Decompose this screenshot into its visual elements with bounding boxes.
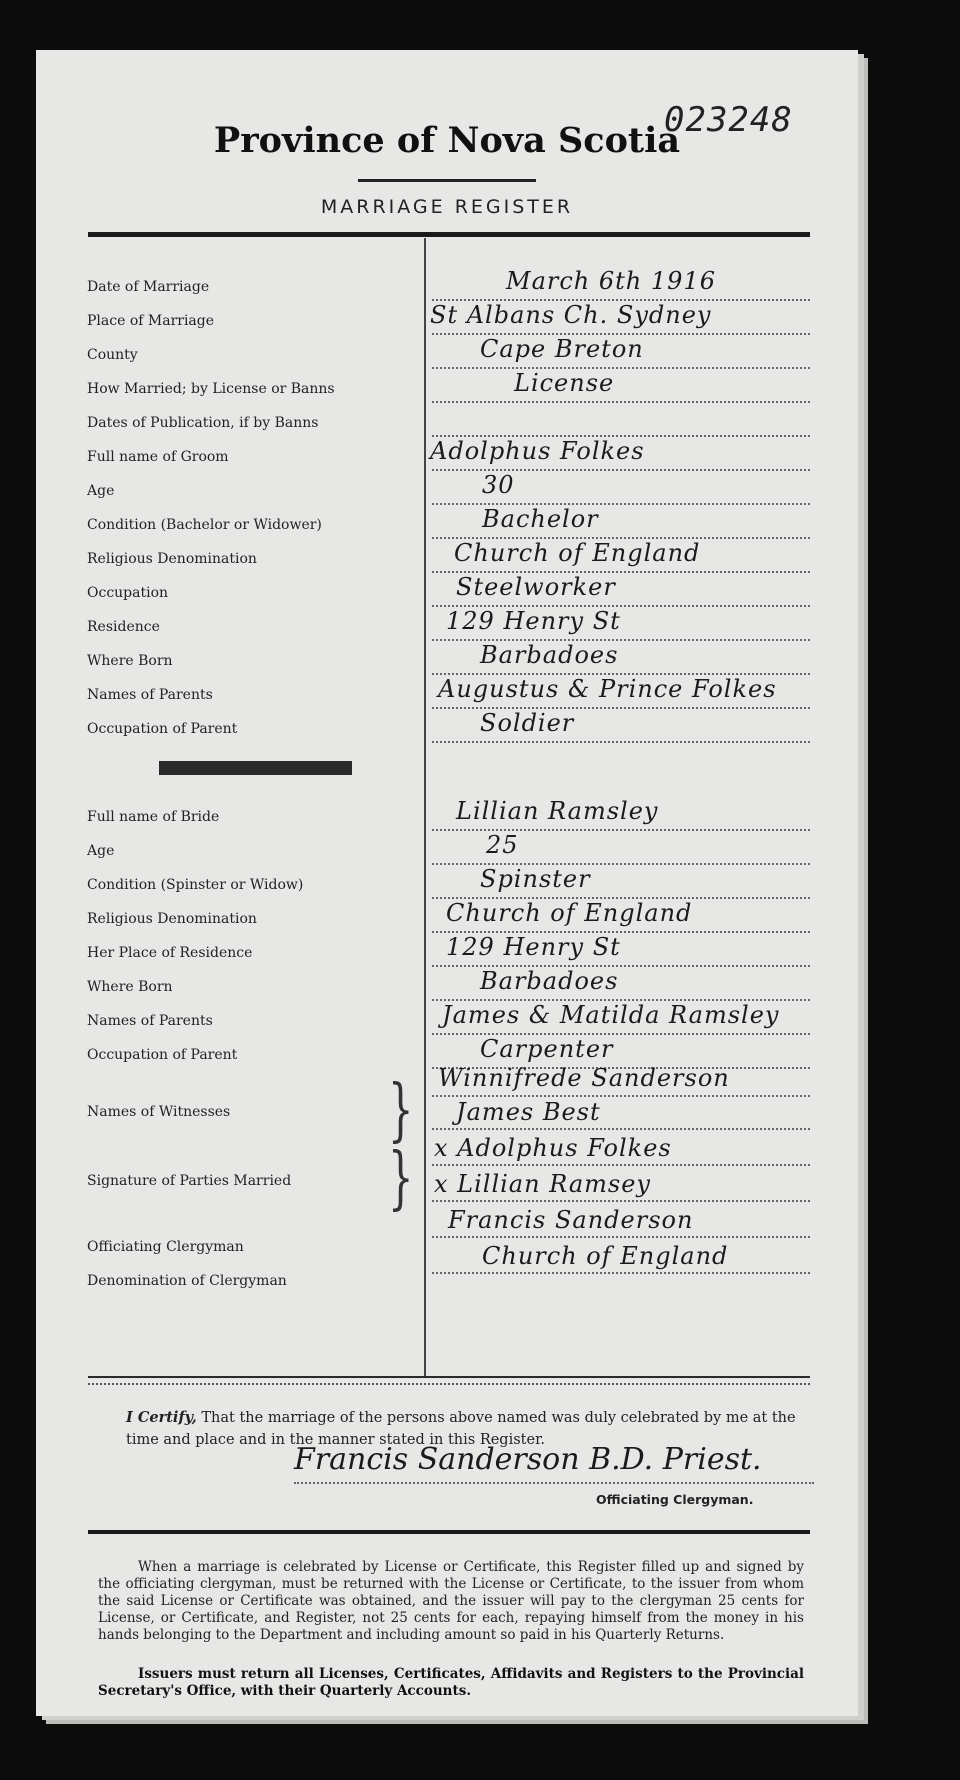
field-label: Occupation: [87, 585, 417, 601]
field-value: Carpenter: [480, 1035, 614, 1063]
field-label: Place of Marriage: [87, 313, 417, 329]
field-value: James & Matilda Ramsley: [442, 1001, 780, 1029]
field-value: Church of England: [446, 899, 693, 927]
clergy-line-2: [432, 1272, 810, 1274]
field-label: Religious Denomination: [87, 911, 417, 927]
register-form: [36, 50, 858, 1716]
field-value: Soldier: [480, 709, 575, 737]
field-value: Bachelor: [482, 505, 599, 533]
field-value: Adolphus Folkes: [430, 437, 645, 465]
officiating-clergyman-value: Francis Sanderson: [448, 1206, 694, 1234]
field-label: Condition (Spinster or Widow): [87, 877, 417, 893]
field-value: License: [514, 369, 615, 397]
field-value-line: [432, 401, 810, 403]
witnesses-label: Names of Witnesses: [87, 1104, 417, 1120]
certify-text: That the marriage of the persons above named was duly celebrated by me at the time and place and in the manner stated in this Register.: [126, 1410, 796, 1448]
title-underline: [358, 179, 536, 182]
field-label: Date of Marriage: [87, 279, 417, 295]
province-title: Province of Nova Scotia: [213, 120, 681, 161]
signatures-brace: }: [388, 1140, 414, 1219]
field-value-line: [432, 741, 810, 743]
signature-line-2: [432, 1200, 810, 1202]
witness-2: James Best: [456, 1098, 601, 1126]
header-rule: [88, 232, 810, 237]
certify-rule-top: [88, 1376, 810, 1378]
field-value: Church of England: [454, 539, 701, 567]
register-title: MARRIAGE REGISTER: [320, 196, 574, 218]
certify-rule-dotted: [88, 1383, 810, 1385]
signature-caption: Officiating Clergyman.: [596, 1492, 754, 1507]
field-label: Full name of Bride: [87, 809, 417, 825]
field-label: Occupation of Parent: [87, 1047, 417, 1063]
field-value: 25: [486, 831, 519, 859]
field-value-line: [432, 367, 810, 369]
column-divider: [424, 238, 426, 1376]
field-value: Augustus & Prince Folkes: [438, 675, 777, 703]
field-label: Age: [87, 843, 417, 859]
clergy-denomination-value: Church of England: [482, 1242, 729, 1270]
field-label: Occupation of Parent: [87, 721, 417, 737]
signature-dotted-line: [294, 1482, 814, 1484]
field-value: 30: [482, 471, 515, 499]
field-label: Religious Denomination: [87, 551, 417, 567]
clergy-denomination-label: Denomination of Clergyman: [87, 1273, 417, 1289]
field-label: Her Place of Residence: [87, 945, 417, 961]
witness-line-1: [432, 1095, 810, 1097]
field-value: St Albans Ch. Sydney: [430, 301, 712, 329]
signature-line-1: [432, 1164, 810, 1166]
issuers-notice: Issuers must return all Licenses, Certificates, Affidavits and Registers to the Provincial Secretary's Office, with their Quarterly Accounts.: [98, 1666, 804, 1699]
witnesses-brace: }: [388, 1072, 414, 1151]
clergy-signature: Francis Sanderson B.D. Priest.: [294, 1442, 762, 1477]
groom-bride-separator: [159, 761, 352, 775]
signature-groom: x Adolphus Folkes: [434, 1134, 672, 1162]
field-label: Age: [87, 483, 417, 499]
officiating-clergyman-label: Officiating Clergyman: [87, 1239, 417, 1255]
field-value: Cape Breton: [480, 335, 644, 363]
signatures-label: Signature of Parties Married: [87, 1173, 417, 1189]
clergy-line-1: [432, 1236, 810, 1238]
field-label: Names of Parents: [87, 1013, 417, 1029]
field-value: Spinster: [480, 865, 591, 893]
witness-line-2: [432, 1128, 810, 1130]
field-value: Barbadoes: [480, 967, 619, 995]
field-label: Dates of Publication, if by Banns: [87, 415, 417, 431]
certify-lead: I Certify,: [126, 1409, 197, 1426]
footer-rule: [88, 1530, 810, 1534]
field-value: Steelworker: [456, 573, 616, 601]
field-value: March 6th 1916: [506, 267, 716, 295]
field-label: County: [87, 347, 417, 363]
document-number: 023248: [664, 100, 793, 140]
field-value: Barbadoes: [480, 641, 619, 669]
field-label: Where Born: [87, 979, 417, 995]
field-value: 129 Henry St: [446, 607, 621, 635]
witness-1: Winnifrede Sanderson: [438, 1064, 730, 1092]
field-label: Condition (Bachelor or Widower): [87, 517, 417, 533]
field-label: Residence: [87, 619, 417, 635]
instructions-notice: When a marriage is celebrated by License or Certificate, this Register filled up and signed by the officiating clergyman, must be returned with the License or Certificate, to the issuer from whom the said License or Certificate was obtained, and the issuer will pay to the clergyman 25 cents for License, or Certificate, and Register, not 25 cents for each, repaying himself from the money in his hands belonging to the Department and including amount so paid in his Quarterly Returns.: [98, 1559, 804, 1643]
field-label: How Married; by License or Banns: [87, 381, 417, 397]
field-value: Lillian Ramsley: [456, 797, 659, 825]
field-label: Names of Parents: [87, 687, 417, 703]
field-label: Full name of Groom: [87, 449, 417, 465]
field-value: 129 Henry St: [446, 933, 621, 961]
signature-bride: x Lillian Ramsey: [434, 1170, 651, 1198]
field-label: Where Born: [87, 653, 417, 669]
